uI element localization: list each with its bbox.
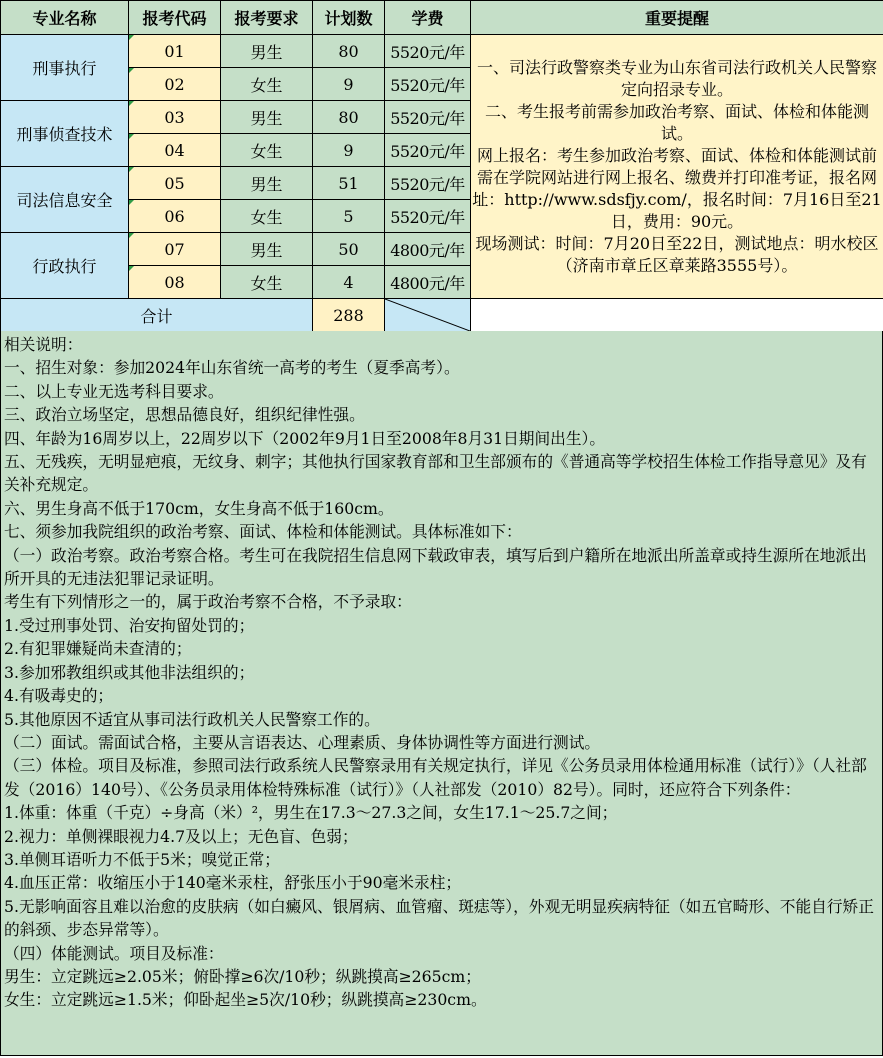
tuition-fee: 5520元/年: [385, 101, 471, 134]
explanation-line: （二）面试。需面试合格，主要从言语表达、心理素质、身体协调性等方面进行测试。: [4, 732, 601, 752]
explanation-line: 七、须参加我院组织的政治考察、面试、体检和体能测试。具体标准如下：: [4, 522, 522, 542]
explanation-line: 五、无残疾，无明显疤痕，无纹身、刺字；其他执行国家教育部和卫生部颁布的《普通高等学校招生体检工作指导意见》及有关补充规定。: [4, 452, 867, 495]
header-row: [1, 1, 883, 35]
gender-requirement: 男生: [221, 35, 313, 68]
total-row: [1, 299, 883, 332]
header-notes: 重要提醒: [471, 1, 883, 35]
gender-requirement: 女生: [221, 68, 313, 101]
exam-code: 08: [129, 266, 221, 299]
header-major: 专业名称: [1, 1, 129, 35]
gender-requirement: 女生: [221, 266, 313, 299]
total-label: 合计: [1, 299, 313, 332]
explanation-line: （三）体检。项目及标准，参照司法行政系统人民警察录用有关规定执行，详见《公务员录用体检通用标准（试行）》（人社部发（2016）140号）、《公务员录用体检特殊标准（试行）》（人社部发（2010）82号）。同时，还应符合下列条件：: [4, 756, 867, 799]
total-value: 288: [313, 299, 385, 332]
gender-requirement: 男生: [221, 233, 313, 266]
plan-count: 4: [313, 266, 385, 299]
exam-code: 02: [129, 68, 221, 101]
gender-requirement: 男生: [221, 101, 313, 134]
tuition-fee: 5520元/年: [385, 167, 471, 200]
explanation-line: （四）体能测试。项目及标准：: [4, 943, 224, 963]
plan-count: 9: [313, 68, 385, 101]
explanation-line: 4.血压正常：收缩压小于140毫米汞柱，舒张压小于90毫米汞柱；: [4, 873, 462, 893]
explanation-line: 六、男生身高不低于170cm，女生身高不低于160cm。: [4, 498, 394, 518]
major-name: 刑事执行: [1, 35, 129, 101]
explanation-line: 男生：立定跳远≥2.05米；俯卧撑≥6次/10秒；纵跳摸高≥265cm；: [4, 966, 481, 986]
exam-code: 03: [129, 101, 221, 134]
explanation-line: 一、招生对象：参加2024年山东省统一高考的考生（夏季高考）。: [4, 358, 460, 378]
plan-count: 50: [313, 233, 385, 266]
major-name: 刑事侦查技术: [1, 101, 129, 167]
gender-requirement: 女生: [221, 200, 313, 233]
explanation-line: 1.受过刑事处罚、治安拘留处罚的；: [4, 615, 255, 635]
explanation-line: 3.参加邪教组织或其他非法组织的；: [4, 662, 255, 682]
exam-code: 01: [129, 35, 221, 68]
exam-code: 04: [129, 134, 221, 167]
tuition-fee: 5520元/年: [385, 68, 471, 101]
explanation-line: 2.视力：单侧裸眼视力4.7及以上；无色盲、色弱；: [4, 826, 358, 846]
exam-code: 05: [129, 167, 221, 200]
header-requirement: 报考要求: [221, 1, 313, 35]
explanation-line: 5.无影响面容且难以治愈的皮肤病（如白癜风、银屑病、血管瘤、斑痣等），外观无明显疾病特征（如五官畸形、不能自行矫正的斜颈、步态异常等）。: [4, 896, 874, 940]
important-notes: [471, 35, 883, 299]
plan-count: 80: [313, 35, 385, 68]
explanation-line: 考生有下列情形之一的，属于政治考察不合格，不予录取：: [4, 592, 412, 612]
diagonal-line: [385, 299, 470, 331]
diagonal-cell: [385, 299, 471, 332]
explanation-line: （一）政治考察。政治考察合格。考生可在我院招生信息网下载政审表，填写后到户籍所在地派出所盖章或持生源所在地派出所开具的无违法犯罪记录证明。: [4, 545, 867, 589]
explanation-line: 3.单侧耳语听力不低于5米；嗅觉正常；: [4, 849, 280, 869]
explanation-line: 四、年龄为16周岁以上，22周岁以下（2002年9月1日至2008年8月31日期间出生）。: [4, 428, 606, 448]
explanation-line: 1.体重：体重（千克）÷身高（米）²，男生在17.3～27.3之间，女生17.1～25.7之间；: [4, 803, 618, 823]
explanation-line: 4.有吸毒史的；: [4, 686, 114, 706]
explanation-line: 5.其他原因不适宜从事司法行政机关人民警察工作的。: [4, 709, 380, 729]
related-explanation: [0, 331, 883, 1056]
exam-code: 07: [129, 233, 221, 266]
tuition-fee: 4800元/年: [385, 233, 471, 266]
note-paragraph: 网上报名：考生参加政治考察、面试、体检和体能测试前需在学院网站进行网上报名、缴费并打印准考证，报名网址：http://www.sdsfjy.com/，报名时间：7月16日至21日，费用：90元。: [472, 145, 882, 231]
enrollment-plan-table: [0, 0, 883, 332]
explanation-line: 相关说明：: [4, 335, 83, 354]
header-plan: 计划数: [313, 1, 385, 35]
explanation-line: 女生：立定跳远≥1.5米；仰卧起坐≥5次/10秒；纵跳摸高≥230cm。: [4, 990, 487, 1010]
table-row: [1, 35, 883, 68]
gender-requirement: 男生: [221, 167, 313, 200]
explanation-line: 2.有犯罪嫌疑尚未查清的；: [4, 639, 192, 659]
gender-requirement: 女生: [221, 134, 313, 167]
tuition-fee: 5520元/年: [385, 200, 471, 233]
major-name: 司法信息安全: [1, 167, 129, 233]
plan-count: 5: [313, 200, 385, 233]
note-paragraph: 二、考生报考前需参加政治考察、面试、体检和体能测试。: [484, 101, 869, 143]
tuition-fee: 5520元/年: [385, 35, 471, 68]
plan-count: 51: [313, 167, 385, 200]
exam-code: 06: [129, 200, 221, 233]
note-paragraph: 现场测试：时间：7月20日至22日，测试地点：明水校区（济南市章丘区章莱路3555号）。: [475, 233, 879, 275]
header-fee: 学费: [385, 1, 471, 35]
header-code: 报考代码: [129, 1, 221, 35]
plan-count: 80: [313, 101, 385, 134]
tuition-fee: 5520元/年: [385, 134, 471, 167]
major-name: 行政执行: [1, 233, 129, 299]
explanation-line: 三、政治立场坚定，思想品德良好，组织纪律性强。: [4, 405, 365, 425]
tuition-fee: 4800元/年: [385, 266, 471, 299]
note-paragraph: 一、司法行政警察类专业为山东省司法行政机关人民警察定向招录专业。: [476, 57, 877, 99]
plan-count: 9: [313, 134, 385, 167]
explanation-line: 二、以上专业无选考科目要求。: [4, 381, 224, 401]
